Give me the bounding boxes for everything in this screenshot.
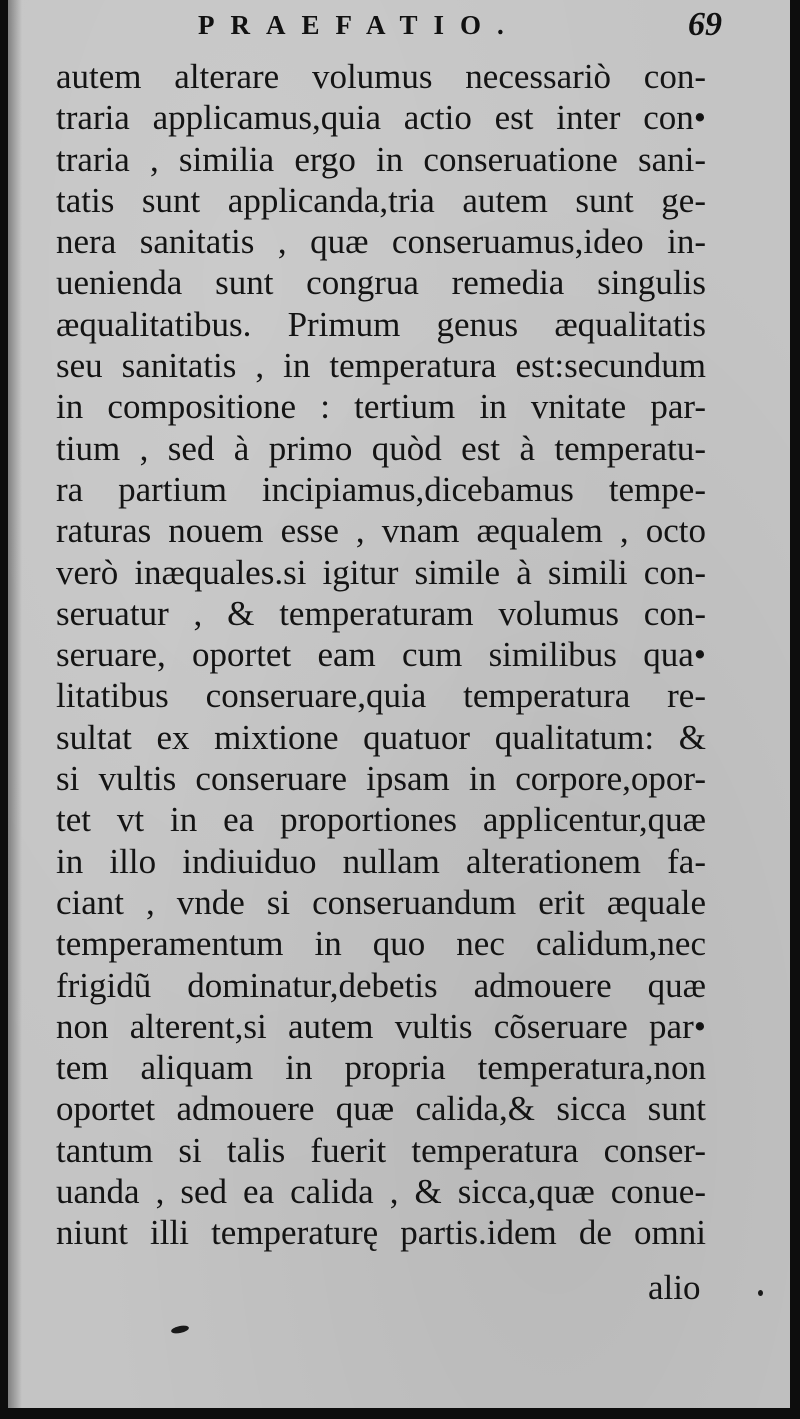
text-line: uanda , sed ea calida , & sicca,quæ conue- [56,1172,706,1212]
text-line: temperamentum in quo nec calidum,nec [56,924,706,964]
text-line: ra partium incipiamus,dicebamus tempe- [56,469,706,509]
text-line: æqualitatibus. Primum genus æqualitatis [56,304,706,344]
page-number: 69 [688,6,722,43]
text-line: verò inæquales.si igitur simile à simili con- [56,552,706,592]
text-line: tet vt in ea proportiones applicentur,quæ [56,800,706,840]
text-line: in compositione : tertium in vnitate par- [56,387,706,427]
text-line: seu sanitatis , in temperatura est:secundum [56,346,706,386]
text-line: ciant , vnde si conseruandum erit æquale [56,882,706,922]
text-line: tium , sed à primo quòd est à temperatu- [56,428,706,468]
ink-speck [758,1290,763,1296]
text-line: non alterent,si autem vultis cõseruare par• [56,1006,706,1046]
text-line: litatibus conseruare,quia temperatura re- [56,676,706,716]
text-line: raturas nouem esse , vnam æqualem , octo [56,511,706,551]
text-line: tatis sunt applicanda,tria autem sunt ge- [56,180,706,220]
text-line: frigidũ dominatur,debetis admouere quæ [56,965,706,1005]
text-line: in illo indiuiduo nullam alterationem fa- [56,841,706,881]
body-text [56,56,706,1254]
text-line: traria applicamus,quia actio est inter con• [56,98,706,138]
page-header [8,6,790,50]
running-title: PRAEFATIO. [198,10,520,40]
text-line: si vultis conseruare ipsam in corpore,opor- [56,759,706,799]
text-line: seruare, oportet eam cum similibus qua• [56,635,706,675]
text-line: sultat ex mixtione quatuor qualitatum: & [56,717,706,757]
book-page [8,0,790,1408]
text-line: seruatur , & temperaturam volumus con- [56,593,706,633]
text-line: nera sanitatis , quæ conseruamus,ideo in- [56,222,706,262]
text-line: niunt illi temperaturę partis.idem de omni [56,1213,706,1253]
text-line: uenienda sunt congrua remedia singulis [56,263,706,303]
catchword: alio [648,1268,701,1307]
text-line: oportet admouere quæ calida,& sicca sunt [56,1089,706,1129]
text-line: autem alterare volumus necessariò con- [56,57,706,96]
text-line: traria , similia ergo in conseruatione sani- [56,139,706,179]
ink-speck [170,1324,189,1335]
text-line: tantum si talis fuerit temperatura conser- [56,1130,706,1170]
text-line: tem aliquam in propria temperatura,non [56,1048,706,1088]
